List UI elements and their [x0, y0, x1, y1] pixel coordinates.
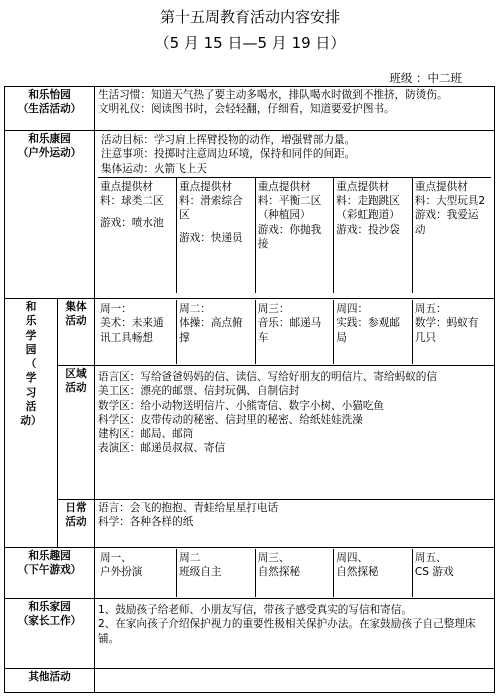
- daily-line-language: 语言：会飞的抱抱、青蛙给星星打电话: [98, 502, 279, 514]
- afternoon-days-grid: [98, 549, 491, 597]
- section-label-hekang: 和乐康园 （户外运动）: [5, 131, 95, 299]
- date-range: （5 月 15 日—5 月 19 日）: [154, 34, 346, 52]
- sport-day-4: 重点提供材料：走跑跳区（彩虹跑道） 游戏：投沙袋: [334, 178, 413, 293]
- group-days-grid: [98, 300, 491, 364]
- area-line-language: 语言区：写给爸爸妈妈的信、读信、写给好朋友的明信片、寄给蚂蚁的信: [98, 371, 437, 383]
- etiquette-line: 文明礼仪：阅读图书时，会轻轻翻，仔细看，知道要爱护图书。: [98, 103, 395, 116]
- sport-note: 注意事项：投掷时注意周边环境，保持和同伴的间距。: [101, 148, 356, 161]
- afternoon-day-3: 周三、 自然探秘: [255, 549, 334, 597]
- row-outdoor-sport: [5, 131, 495, 299]
- area-line-perform: 表演区：邮递员叔叔、寄信: [98, 442, 226, 455]
- row-afternoon-game: [5, 548, 495, 599]
- sport-goal: 活动目标：学习肩上挥臂投物的动作，增强臂部力量。: [101, 134, 356, 146]
- section-label-hexue: 和 乐 学 园 （ 学 习 活 动）: [5, 299, 58, 548]
- row-area-activity: [5, 366, 495, 500]
- row-life-activity: [5, 87, 495, 131]
- row-parent-work: [5, 599, 495, 669]
- sport-day-1: 重点提供材料：球类二区 游戏：喷水池: [100, 180, 164, 230]
- row-other-activity: [5, 669, 495, 693]
- parent-work-line-1: 1、鼓励孩子给老师、小朋友写信，带孩子感受真实的写信和寄信。: [98, 604, 412, 616]
- group-activity-label: 集体活动: [58, 299, 95, 366]
- life-habit-line: 生活习惯：知道天气热了要主动多喝水，排队喝水时做到不推挤，防烫伤。: [98, 89, 448, 101]
- daily-line-science: 科学：各种各样的纸: [98, 516, 194, 529]
- sport-group: 集体运动：火箭飞上天: [101, 162, 207, 175]
- group-day-5: 周五： 数学：蚂蚁有几只: [412, 300, 491, 364]
- parent-work-content: [95, 599, 495, 669]
- group-day-3: 周三： 音乐：邮递马车: [255, 300, 334, 364]
- daily-activity-label: 日常活动: [58, 500, 95, 548]
- row-group-activity: [5, 299, 495, 366]
- area-line-science: 科学区：皮带传动的秘密、信封里的秘密、给纸娃娃洗澡: [98, 413, 363, 426]
- group-day-2: 周二： 体操：高点俯撑: [177, 300, 256, 364]
- afternoon-day-1: 周一、 户外扮演: [100, 552, 143, 579]
- group-activity-content: [95, 299, 495, 366]
- class-label: 班级 ：中二班: [389, 71, 462, 85]
- area-activity-label: 区域活动: [58, 366, 95, 500]
- group-day-4: 周四： 实践：参观邮局: [334, 300, 413, 364]
- sport-days-grid: [98, 178, 491, 293]
- section-label-hejia: 和乐家园 （家长工作）: [5, 599, 95, 669]
- page-title: 第十五周教育活动内容安排: [159, 8, 340, 26]
- group-day-1: 周一： 美术：未来通讯工具畅想: [100, 303, 164, 344]
- daily-activity-content: [95, 500, 495, 548]
- area-line-build: 建构区：邮局、邮筒: [98, 428, 194, 441]
- sport-day-5: 重点提供材料：大型玩具2 游戏：我爱运动: [412, 178, 491, 293]
- schedule-table: [4, 86, 495, 693]
- section-label-hequ: 和乐趣园 （下午游戏）: [5, 548, 95, 599]
- area-line-math: 数学区：给小动物送明信片、小熊寄信、数字小树、小猫吃鱼: [98, 399, 385, 412]
- section-label-other: 其他活动: [5, 669, 95, 693]
- other-activity-content: [95, 669, 495, 693]
- life-activity-content: [95, 87, 495, 131]
- afternoon-game-content: [95, 548, 495, 599]
- outdoor-sport-content: [95, 131, 495, 299]
- area-activity-content: [95, 366, 495, 500]
- afternoon-day-2: 周二 班级自主: [177, 549, 256, 597]
- sport-day-2: 重点提供材料：滑索综合区 游戏：快递员: [177, 178, 256, 293]
- afternoon-day-4: 周四、 自然探秘: [334, 549, 413, 597]
- row-daily-activity: [5, 500, 495, 548]
- sport-day-3: 重点提供材料：平衡二区（种植园） 游戏：你抛我接: [255, 178, 334, 293]
- parent-work-line-2: 2、在家向孩子介绍保护视力的重要性极相关保护办法。在家鼓励孩子自己整理床铺。: [98, 618, 476, 645]
- section-label-heyi: 和乐怡园 （生活活动）: [5, 87, 95, 131]
- afternoon-day-5: 周五、 CS 游戏: [412, 549, 491, 597]
- area-line-art: 美工区：漂亮的邮票、信封玩偶、自制信封: [98, 385, 300, 398]
